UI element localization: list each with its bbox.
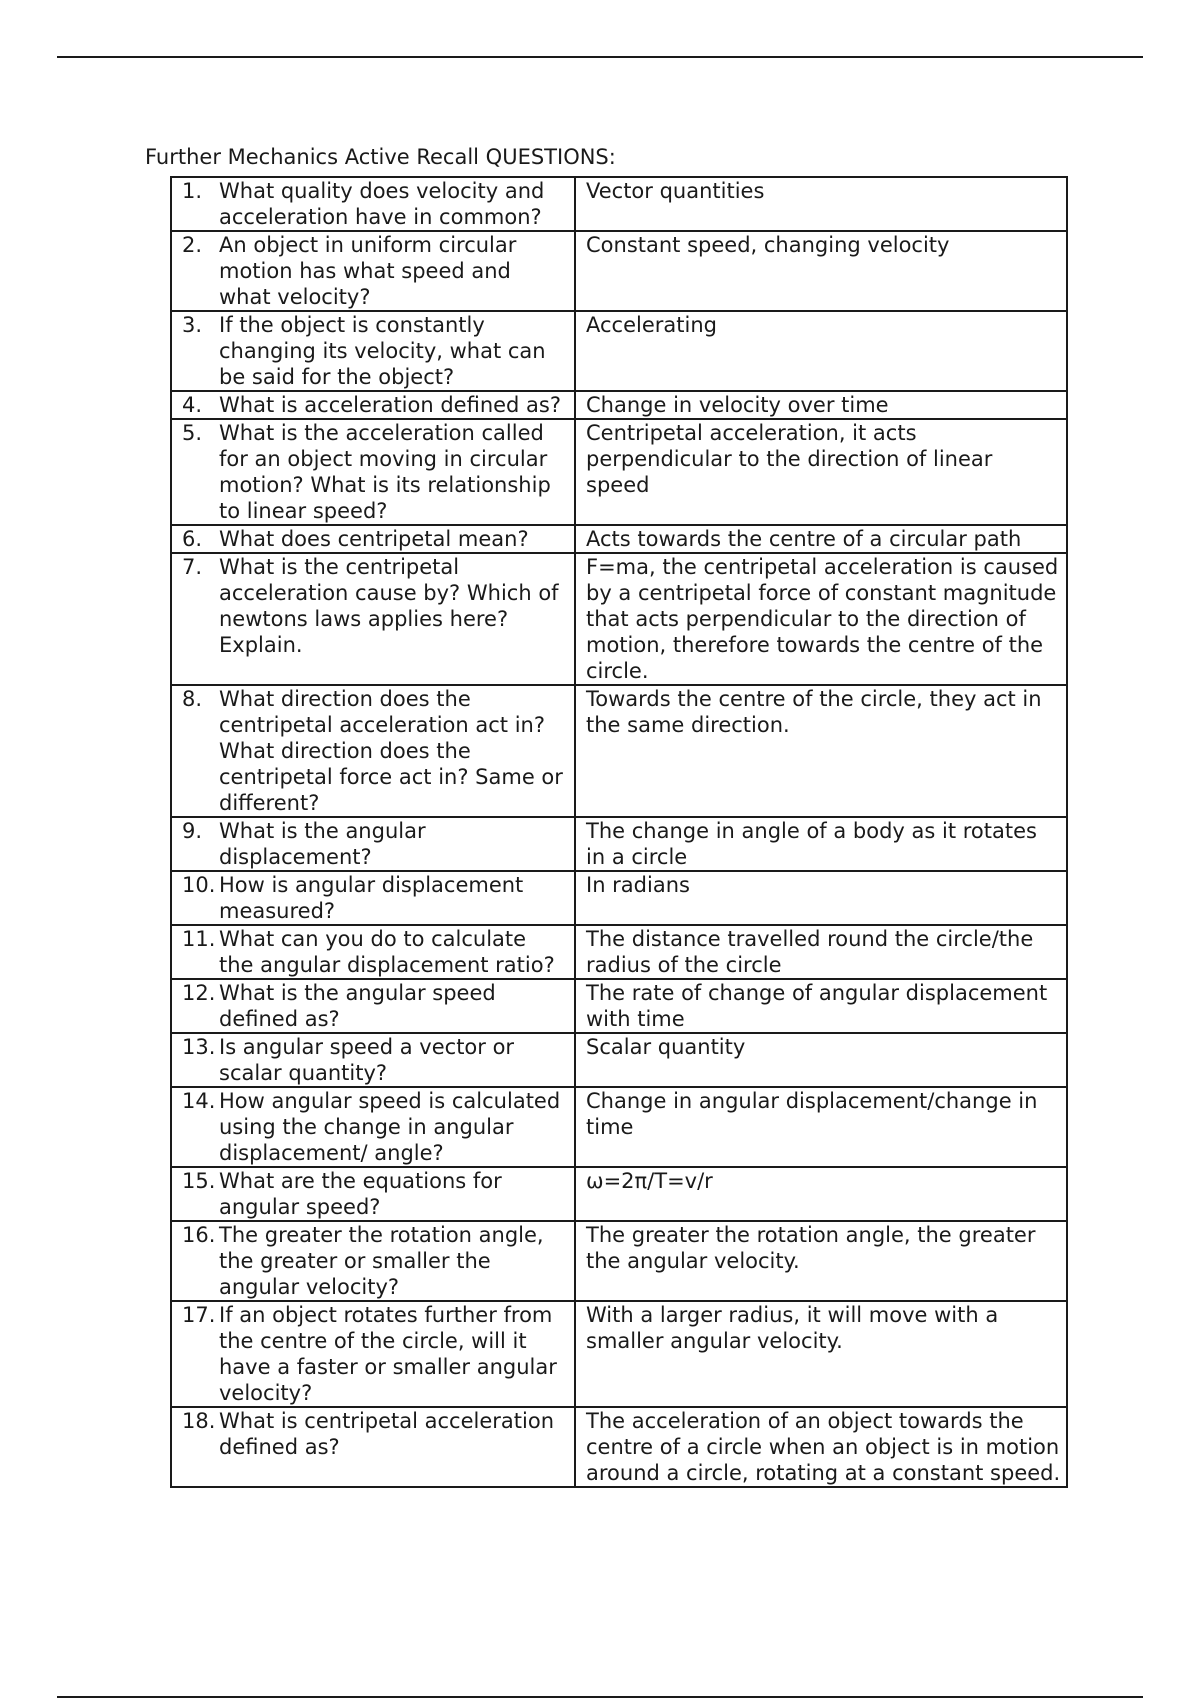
table-row — [171, 1221, 1067, 1301]
question-text: What is the acceleration called for an object moving in circular motion? What is its relationship to linear speed? — [219, 421, 551, 523]
question-number: 18. — [182, 1409, 216, 1433]
question-cell — [171, 311, 575, 391]
question-cell — [171, 871, 575, 925]
table-row — [171, 817, 1067, 871]
answer-cell: The change in angle of a body as it rotates in a circle — [575, 817, 1067, 871]
table-row — [171, 685, 1067, 817]
answer-cell: Change in velocity over time — [575, 391, 1067, 419]
header-rule — [57, 56, 1143, 58]
question-number: 1. — [182, 179, 203, 203]
question-cell — [171, 419, 575, 525]
question-text: What does centripetal mean? — [219, 527, 529, 551]
question-text: What can you do to calculate the angular displacement ratio? — [219, 927, 555, 977]
question-cell — [171, 1407, 575, 1487]
question-number: 17. — [182, 1303, 216, 1327]
table-row — [171, 525, 1067, 553]
question-number: 8. — [182, 687, 203, 711]
question-number: 6. — [182, 527, 203, 551]
question-cell — [171, 231, 575, 311]
question-cell — [171, 391, 575, 419]
question-number: 2. — [182, 233, 203, 257]
answer-cell: The acceleration of an object towards the centre of a circle when an object is in motion around a circle, rotating at a constant speed. — [575, 1407, 1067, 1487]
footer-rule — [57, 1696, 1143, 1698]
question-text: What quality does velocity and acceleration have in common? — [219, 179, 545, 229]
table-row — [171, 1407, 1067, 1487]
question-text: What direction does the centripetal acceleration act in? What direction does the centripetal force act in? Same or different? — [219, 687, 563, 815]
question-number: 7. — [182, 555, 203, 579]
table-row — [171, 925, 1067, 979]
table-row — [171, 1033, 1067, 1087]
question-text: If the object is constantly changing its velocity, what can be said for the object? — [219, 313, 546, 389]
question-cell — [171, 177, 575, 231]
question-number: 4. — [182, 393, 203, 417]
question-text: What is the centripetal acceleration cause by? Which of newtons laws applies here? Explain. — [219, 555, 559, 657]
question-text: Is angular speed a vector or scalar quantity? — [219, 1035, 515, 1085]
answer-cell: With a larger radius, it will move with a smaller angular velocity. — [575, 1301, 1067, 1407]
answer-cell: The distance travelled round the circle/the radius of the circle — [575, 925, 1067, 979]
question-text: What is acceleration defined as? — [219, 393, 562, 417]
question-text: What are the equations for angular speed? — [219, 1169, 502, 1219]
question-number: 13. — [182, 1035, 216, 1059]
answer-cell: Vector quantities — [575, 177, 1067, 231]
answer-cell: Towards the centre of the circle, they act in the same direction. — [575, 685, 1067, 817]
page-title: Further Mechanics Active Recall QUESTIONS: — [145, 145, 616, 169]
table-row — [171, 871, 1067, 925]
question-number: 15. — [182, 1169, 216, 1193]
question-number: 3. — [182, 313, 203, 337]
answer-cell: ω=2π/T=v/r — [575, 1167, 1067, 1221]
question-cell — [171, 553, 575, 685]
question-text: What is the angular speed defined as? — [219, 981, 496, 1031]
question-text: If an object rotates further from the centre of the circle, will it have a faster or smaller angular velocity? — [219, 1303, 557, 1405]
question-cell — [171, 1301, 575, 1407]
qa-table — [170, 176, 1068, 1488]
answer-cell: Centripetal acceleration, it acts perpendicular to the direction of linear speed — [575, 419, 1067, 525]
question-cell — [171, 925, 575, 979]
table-row — [171, 1087, 1067, 1167]
answer-cell: Scalar quantity — [575, 1033, 1067, 1087]
question-text: What is centripetal acceleration defined as? — [219, 1409, 555, 1459]
question-text: How angular speed is calculated using the change in angular displacement/ angle? — [219, 1089, 561, 1165]
answer-cell: The rate of change of angular displacement with time — [575, 979, 1067, 1033]
table-row — [171, 1167, 1067, 1221]
question-cell — [171, 979, 575, 1033]
table-row — [171, 1301, 1067, 1407]
table-row — [171, 311, 1067, 391]
question-cell — [171, 525, 575, 553]
question-cell — [171, 817, 575, 871]
answer-cell: F=ma, the centripetal acceleration is caused by a centripetal force of constant magnitude that acts perpendicular to the direction of motion, therefore towards the centre of the circle. — [575, 553, 1067, 685]
question-number: 11. — [182, 927, 216, 951]
table-row — [171, 979, 1067, 1033]
question-number: 5. — [182, 421, 203, 445]
question-cell — [171, 1221, 575, 1301]
question-number: 14. — [182, 1089, 216, 1113]
question-number: 10. — [182, 873, 216, 897]
question-number: 9. — [182, 819, 203, 843]
answer-cell: Constant speed, changing velocity — [575, 231, 1067, 311]
question-cell — [171, 1087, 575, 1167]
answer-cell: Acts towards the centre of a circular path — [575, 525, 1067, 553]
question-cell — [171, 1167, 575, 1221]
answer-cell: Change in angular displacement/change in time — [575, 1087, 1067, 1167]
table-row — [171, 177, 1067, 231]
question-text: What is the angular displacement? — [219, 819, 426, 869]
question-text: The greater the rotation angle, the greater or smaller the angular velocity? — [219, 1223, 544, 1299]
question-number: 16. — [182, 1223, 216, 1247]
answer-cell: Accelerating — [575, 311, 1067, 391]
answer-cell: In radians — [575, 871, 1067, 925]
question-text: An object in uniform circular motion has what speed and what velocity? — [219, 233, 517, 309]
answer-cell: The greater the rotation angle, the greater the angular velocity. — [575, 1221, 1067, 1301]
question-text: How is angular displacement measured? — [219, 873, 524, 923]
question-number: 12. — [182, 981, 216, 1005]
table-row — [171, 553, 1067, 685]
question-cell — [171, 1033, 575, 1087]
question-cell — [171, 685, 575, 817]
table-row — [171, 231, 1067, 311]
table-row — [171, 419, 1067, 525]
table-row — [171, 391, 1067, 419]
